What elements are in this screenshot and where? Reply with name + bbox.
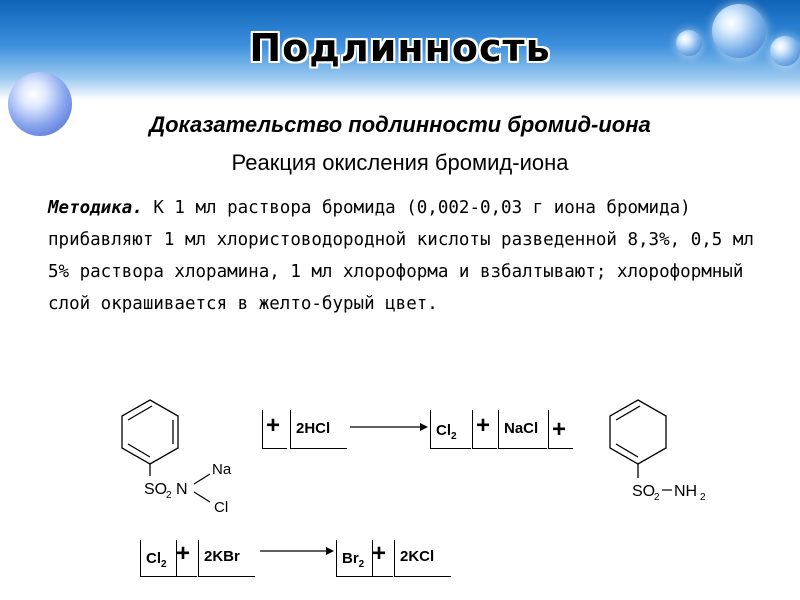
plus-sign: + — [372, 540, 387, 567]
plus-sign: + — [176, 540, 191, 567]
slide-subtitle: Доказательство подлинности бромид-иона — [149, 112, 651, 137]
slide-title: Подлинность — [249, 26, 551, 70]
method-text: К 1 мл раствора бромида (0,002-0,03 г иона бромида) прибавляют 1 мл хлористоводородной кислоты разведенной 8,3%, 0,5 мл 5% раствора хлорамина, 1 мл хлороформа и взбалтывают; хлороформный слой окрашивается в желто-бурый цвет. — [48, 198, 754, 314]
product-nacl: NaCl — [504, 420, 539, 437]
sulfonamide-so-sub: 2 — [654, 492, 660, 503]
plus-sign: + — [476, 412, 491, 439]
reagent-hcl: 2HCl — [296, 420, 331, 437]
reaction-title: Реакция окисления бромид-иона — [231, 150, 569, 175]
sulfonamide-so: SO — [632, 483, 656, 500]
method-label: Методика. — [48, 198, 143, 218]
sulfonamide-nh-sub: 2 — [700, 492, 706, 503]
product-kcl: 2KCl — [400, 548, 435, 565]
chloramine-so-sub: 2 — [166, 490, 172, 501]
chloramine-structure — [118, 392, 248, 522]
reaction-arrow — [260, 544, 336, 558]
reaction-arrow — [350, 420, 430, 434]
reactant-cl2: $Cl_2$ — [146, 550, 167, 570]
sulfonamide-structure — [606, 392, 726, 512]
product-br2: $Br_2$ — [342, 550, 365, 570]
chloramine-na: Na — [212, 461, 232, 478]
reagent-kbr: 2KBr — [204, 548, 240, 565]
chloramine-so: SO — [144, 481, 168, 498]
chloramine-n: N — [176, 481, 188, 498]
sulfonamide-nh: NH — [674, 483, 698, 500]
method-paragraph — [48, 192, 778, 320]
plus-sign: + — [552, 416, 567, 443]
chloramine-cl: Cl — [214, 499, 229, 516]
product-cl2: $Cl_2$ — [436, 422, 457, 442]
plus-sign: + — [266, 412, 281, 439]
